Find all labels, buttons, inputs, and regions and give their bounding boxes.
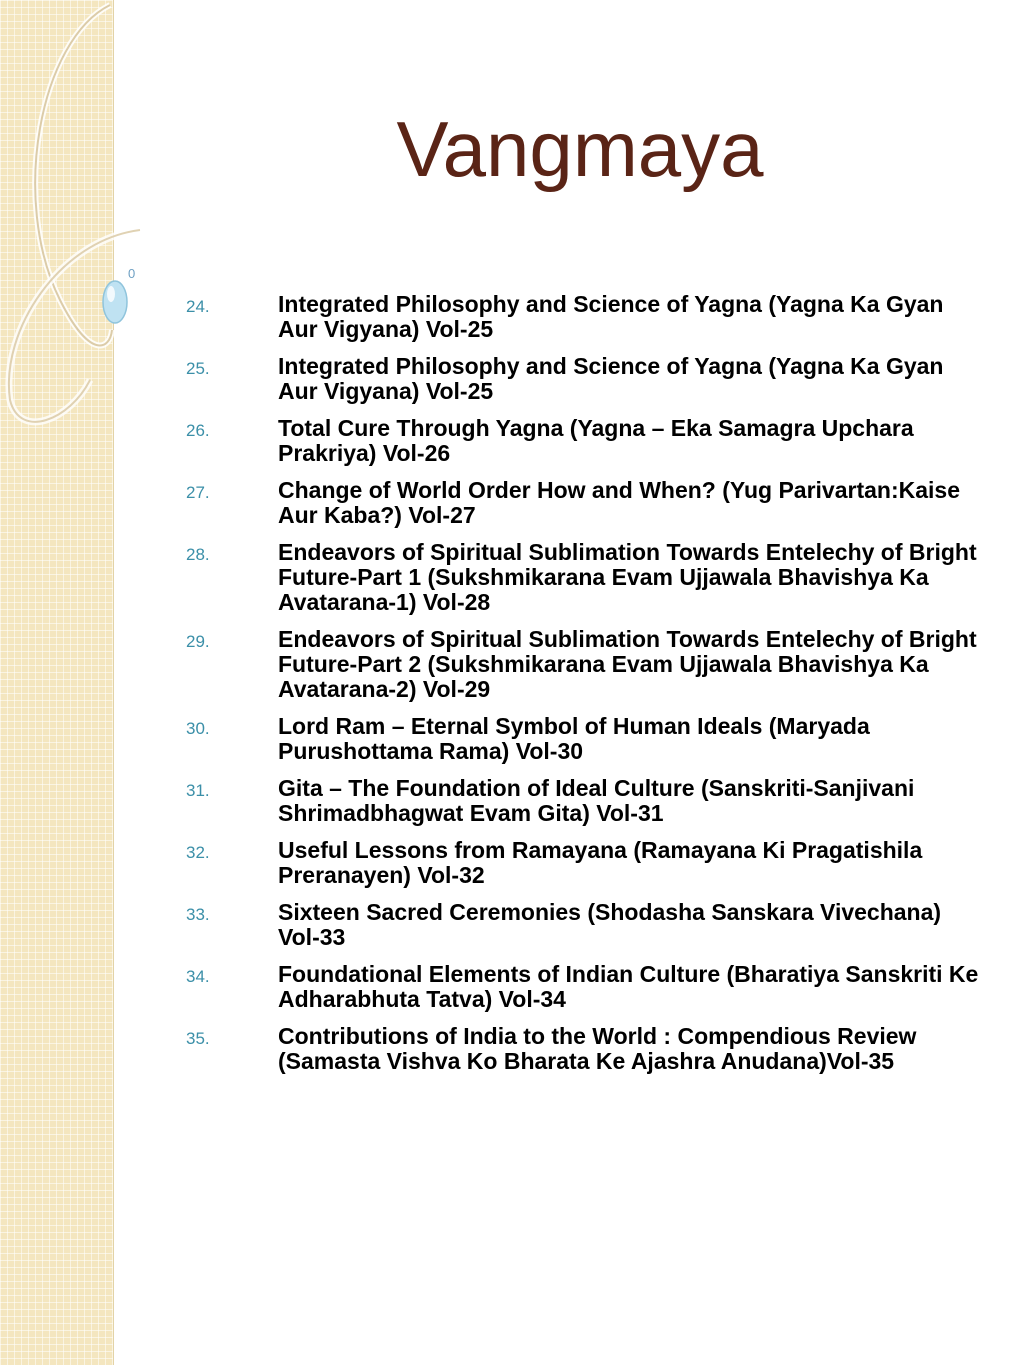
slide-number: 0 <box>128 266 136 281</box>
list-item <box>186 1024 986 1074</box>
slide-title: Vangmaya <box>396 105 764 193</box>
item-number: 32. <box>186 843 210 862</box>
item-text: Contributions of India to the World : Compendious Review (Samasta Vishva Ko Bharata Ke Ajashra Anudana)Vol-35 <box>278 1023 917 1074</box>
item-number: 31. <box>186 781 210 800</box>
item-number: 25. <box>186 359 210 378</box>
item-text: Integrated Philosophy and Science of Yagna (Yagna Ka Gyan Aur Vigyana) Vol-25 <box>278 353 944 404</box>
list-item <box>186 838 986 888</box>
item-number: 27. <box>186 483 210 502</box>
list-item <box>186 962 986 1012</box>
list-item <box>186 354 986 404</box>
item-text: Useful Lessons from Ramayana (Ramayana Ki Pragatishila Preranayen) Vol-32 <box>278 837 923 888</box>
list-item <box>186 540 986 615</box>
list-item <box>186 416 986 466</box>
item-number: 30. <box>186 719 210 738</box>
decorative-curves <box>0 0 180 460</box>
item-number: 28. <box>186 545 210 564</box>
item-text: Lord Ram – Eternal Symbol of Human Ideals (Maryada Purushottama Rama) Vol-30 <box>278 713 870 764</box>
item-number: 34. <box>186 967 210 986</box>
item-text: Endeavors of Spiritual Sublimation Towards Entelechy of Bright Future-Part 1 (Sukshmikarana Evam Ujjawala Bhavishya Ka Avatarana-1) Vol-28 <box>278 539 977 615</box>
volume-list <box>186 292 986 1086</box>
item-text: Total Cure Through Yagna (Yagna – Eka Samagra Upchara Prakriya) Vol-26 <box>278 415 914 466</box>
item-text: Endeavors of Spiritual Sublimation Towards Entelechy of Bright Future-Part 2 (Sukshmikarana Evam Ujjawala Bhavishya Ka Avatarana-2) Vol-29 <box>278 626 977 702</box>
item-text: Change of World Order How and When? (Yug Parivartan:Kaise Aur Kaba?) Vol-27 <box>278 477 960 528</box>
list-item <box>186 900 986 950</box>
list-item <box>186 714 986 764</box>
item-number: 33. <box>186 905 210 924</box>
item-text: Gita – The Foundation of Ideal Culture (Sanskriti-Sanjivani Shrimadbhagwat Evam Gita) Vol-31 <box>278 775 915 826</box>
item-text: Integrated Philosophy and Science of Yagna (Yagna Ka Gyan Aur Vigyana) Vol-25 <box>278 291 944 342</box>
item-text: Sixteen Sacred Ceremonies (Shodasha Sanskara Vivechana) Vol-33 <box>278 899 942 950</box>
list-item <box>186 478 986 528</box>
item-number: 26. <box>186 421 210 440</box>
item-number: 29. <box>186 632 210 651</box>
item-text: Foundational Elements of Indian Culture (Bharatiya Sanskriti Ke Adharabhuta Tatva) Vol-34 <box>278 961 979 1012</box>
item-number: 35. <box>186 1029 210 1048</box>
list-item <box>186 627 986 702</box>
item-number: 24. <box>186 297 210 316</box>
list-item <box>186 776 986 826</box>
list-item <box>186 292 986 342</box>
